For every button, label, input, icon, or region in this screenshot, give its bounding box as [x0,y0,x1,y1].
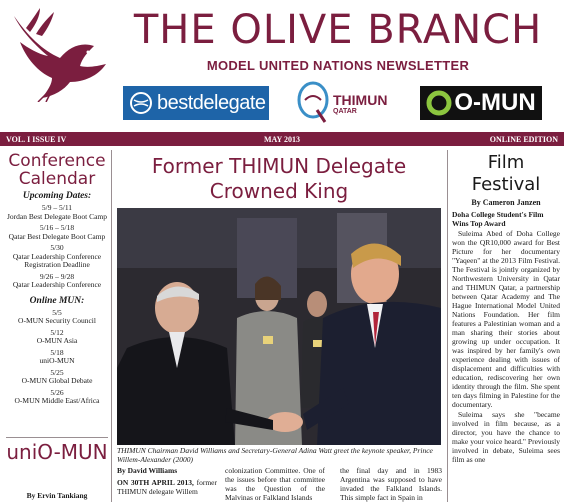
calendar-date: 5/12 [50,327,64,337]
article-column-3: the final day and in 1983 Argentina was supposed to have invaded the Falkland Islands. This simple fact in Spain in [340,466,442,502]
issue-bar [0,132,564,146]
newsletter-title: THE OLIVE BRANCH [133,7,543,53]
calendar-item [4,273,110,290]
left-column-divider [111,150,112,502]
thimun-logo-name: THIMUN [333,92,388,108]
article-photo [117,208,441,445]
bestdelegate-logo[interactable] [123,86,269,120]
calendar-date: 5/30 [50,243,64,252]
thimun-q-icon [295,80,331,124]
article-byline: By David Williams [117,466,178,475]
thimun-qatar-logo[interactable] [295,80,395,124]
issue-edition: ONLINE EDITION [489,134,558,144]
newsletter-subtitle: MODEL UNITED NATIONS NEWSLETTER [206,58,470,73]
calendar-title: Conference Calendar [8,151,106,189]
calendar-event: Qatar Best Delegate Boot Camp [8,231,106,241]
calendar-item [4,369,110,386]
calendar-event: O-MUN Global Debate [21,376,93,385]
omun-logo-text: O-MUN [454,89,536,116]
film-subheading: Doha College Student's Film Wins Top Award [452,210,544,228]
online-mun-heading: Online MUN: [29,295,85,306]
calendar-date: 5/9 – 5/11 [41,203,73,212]
issue-date: MAY 2013 [263,134,301,144]
calendar-event: O-MUN Security Council [18,316,96,325]
calendar-unio-divider [6,437,108,438]
calendar-event: Qatar Leadership Conference [12,280,102,289]
calendar-date: 5/25 [50,367,64,377]
right-column-divider [447,150,448,502]
film-paragraph: Suleima says she "became involved in film because, as a director, you have the chance to make your voice heard." Previously involved in debate, Suleima sees film as one [452,410,560,464]
article-col1-body: former THIMUN delegate Willem [117,478,217,496]
main-headline: Former THIMUN Delegate Crowned King [151,154,407,203]
masthead [0,0,564,132]
calendar-event: Jordan Best Delegate Boot Camp [7,211,107,221]
handshake-photo-illustration [117,208,441,445]
upcoming-heading: Upcoming Dates: [22,191,92,201]
calendar-item [4,309,110,326]
conference-calendar [4,152,110,406]
article-column-1 [117,466,217,496]
calendar-date: 5/16 – 5/18 [39,223,75,232]
thimun-logo-sub: QATAR [333,108,357,115]
calendar-date: 5/26 [50,387,64,397]
globe-icon [129,91,153,115]
calendar-event: uniO-MUN [39,356,75,365]
calendar-item [4,389,110,406]
calendar-item [4,224,110,241]
issue-volume: VOL. I ISSUE IV [6,134,67,144]
calendar-item [4,244,110,270]
unio-mun-byline: By Ervin Tankiang [26,491,88,500]
article-col1-text [117,478,217,496]
calendar-item [4,349,110,366]
omun-logo[interactable] [420,86,542,120]
calendar-event: O-MUN Asia [36,336,78,345]
calendar-date: 9/26 – 9/28 [39,271,75,281]
bestdelegate-logo-text: bestdelegate [157,91,266,114]
film-festival-title: Film Festival [471,152,541,195]
calendar-event: Qatar Leadership Conference Registration Deadline [12,251,102,269]
calendar-item [4,329,110,346]
calendar-date: 5/18 [50,347,64,357]
film-byline: By Cameron Janzen [471,198,541,207]
article-column-2: colonization Committee. One of the issues before that committee was the Question of the Malvinas or Falkland Islands [225,466,325,502]
article-lead: ON 30TH APRIL 2013, [117,478,194,487]
dove-logo-icon [8,6,108,102]
calendar-date: 5/5 [52,307,62,317]
film-paragraph: Suleima Abed of Doha College won the QR10,000 award for Best Picture for her documentary "Yaqeen" at the 2013 Film Festival. The Festival is jointly organized by Northwestern University in Qatar and THIMUN Qatar, a partnership between Qatar Academy and The Hague International Model United Nations Foundation. Her film features a Palestinian woman and a man sharing their stories about growing up under occupation. It was inspired by her family's own experience dealing with issues of displacement and difficulties with education, rediscovering her own identity through the film. She spent ten days filming in Palestine for the documentary. [452,229,560,409]
unio-mun-title: uniO-MUN [6,440,108,464]
photo-caption: THIMUN Chairman David Williams and Secretary-General Adina Watt greet the keynote speaker, Prince Willem-Alexander (2000) [117,446,433,464]
calendar-item [4,204,110,221]
film-festival-section [452,152,560,464]
omun-ring-icon [426,90,452,116]
calendar-event: O-MUN Middle East/Africa [14,396,100,405]
